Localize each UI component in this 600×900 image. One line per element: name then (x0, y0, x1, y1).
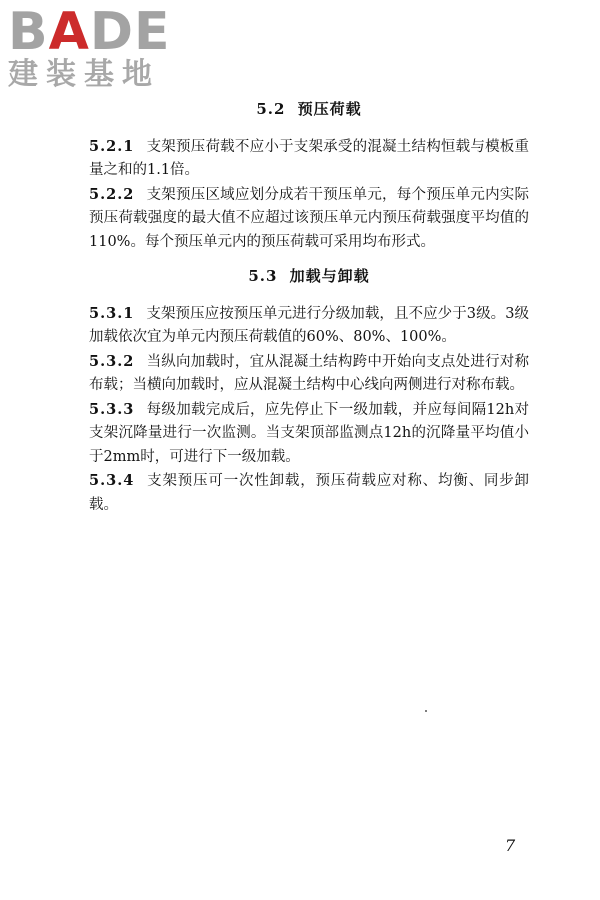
clause-number: 5.3.4 (89, 472, 135, 489)
clause-number: 5.2.1 (89, 137, 135, 155)
logo-subtitle: 建装基地 (8, 57, 160, 92)
clause-number: 5.3.1 (89, 304, 135, 322)
clause-5-3-3 (89, 398, 529, 470)
clause-text: 当纵向加载时，宜从混凝土结构跨中开始向支点处进行对称布载；当横向加载时，应从混凝土结构中心线向两侧进行对称布载。 (89, 353, 529, 393)
scan-speck (425, 710, 427, 712)
clause-5-3-2 (89, 350, 529, 398)
section-heading-5-3 (89, 265, 529, 289)
section-heading-5-2 (89, 98, 529, 122)
clause-text: 支架预压区域应划分成若干预压单元，每个预压单元内实际预压荷载强度的最大值不应超过该预压单元内预压荷载强度平均值的110%。每个预压单元内的预压荷载可采用均布形式。 (89, 186, 529, 250)
clause-number: 5.2.2 (89, 185, 135, 203)
clause-5-3-1 (89, 302, 529, 350)
section-title: 预压荷载 (297, 100, 362, 118)
section-title: 加载与卸载 (289, 267, 370, 285)
clause-5-3-4 (89, 469, 529, 517)
bade-logo (8, 2, 178, 98)
clause-5-2-1 (89, 135, 529, 183)
logo-wordmark: BADE (8, 2, 171, 62)
clause-text: 支架预压可一次性卸载，预压荷载应对称、均衡、同步卸载。 (89, 473, 529, 513)
clause-text: 支架预压荷载不应小于支架承受的混凝土结构恒载与模板重量之和的1.1倍。 (89, 138, 529, 178)
page-number: 7 (505, 836, 516, 855)
section-number: 5.3 (248, 267, 278, 285)
clause-text: 支架预压应按预压单元进行分级加载，且不应少于3级。3级加载依次宜为单元内预压荷载值的60%、80%、100%。 (89, 305, 529, 345)
page-content (89, 92, 529, 517)
section-number: 5.2 (256, 100, 286, 118)
clause-number: 5.3.2 (89, 352, 135, 370)
clause-text: 每级加载完成后，应先停止下一级加载，并应每间隔12h对支架沉降量进行一次监测。当支架顶部监测点12h的沉降量平均值小于2mm时，可进行下一级加载。 (89, 401, 529, 465)
clause-5-2-2 (89, 183, 529, 255)
clause-number: 5.3.3 (89, 400, 135, 418)
